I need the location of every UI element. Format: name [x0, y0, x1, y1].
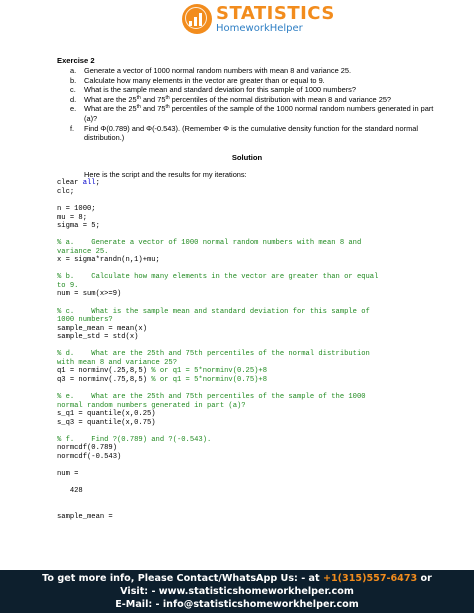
code-text: q1 = norminv(.25,8,5)	[57, 367, 152, 376]
code-line	[57, 316, 437, 325]
solution-heading: Solution	[231, 152, 263, 162]
code-line	[57, 333, 437, 342]
code-text: s_q1 = quantile(x,0.25)	[57, 410, 156, 419]
exercise-item	[57, 104, 437, 123]
exercise-item-marker: d.	[70, 94, 77, 104]
code-line	[57, 231, 437, 240]
code-line	[57, 222, 437, 231]
code-keyword: all	[82, 179, 96, 188]
footer-email-label: E-Mail: -	[115, 599, 163, 610]
code-text: sample_mean = mean(x)	[57, 324, 147, 333]
code-line	[57, 273, 437, 282]
code-text: n = 1000;	[57, 204, 96, 213]
document-body	[57, 56, 437, 521]
footer-website-link[interactable]: www.statisticshomeworkhelper.com	[158, 586, 354, 597]
exercise-item-text: What are the 25	[84, 104, 137, 114]
code-text: s_q3 = quantile(x,0.75)	[57, 418, 156, 427]
logo-subtitle: HomeworkHelper	[216, 22, 303, 34]
exercise-item-text: What are the 25	[84, 94, 137, 104]
code-text: num =	[57, 469, 79, 478]
code-line	[57, 478, 437, 487]
code-text: 428	[57, 487, 83, 496]
code-line	[57, 196, 437, 205]
code-text: clc;	[57, 187, 75, 196]
exercise-item-text: and 75	[140, 94, 166, 104]
code-line	[57, 513, 437, 522]
code-line	[57, 188, 437, 197]
code-text: normcdf(0.789)	[57, 444, 117, 453]
code-comment: % e. What are the 25th and 75th percentiles of the sample of the 1000	[57, 393, 366, 402]
code-line	[57, 299, 437, 308]
code-line	[57, 256, 437, 265]
footer-contact-line	[0, 572, 474, 585]
footer-contact-sep: - at	[301, 573, 323, 584]
code-comment: % b. Calculate how many elements in the vector are greater than or equal	[57, 273, 379, 282]
exercise-item-text: Calculate how many elements in the vector are greater than or equal to 9.	[84, 75, 325, 85]
code-line	[57, 325, 437, 334]
logo-wordmark	[216, 2, 335, 34]
code-text: mu = 8;	[57, 213, 87, 222]
exercise-item-text: Generate a vector of 1000 normal random numbers with mean 8 and variance 25.	[84, 66, 352, 75]
code-line	[57, 359, 437, 368]
matlab-code-block	[57, 179, 437, 521]
code-comment: variance 25.	[57, 247, 109, 256]
logo-title: STATISTICS	[216, 2, 335, 24]
solution-intro: Here is the script and the results for my iterations:	[84, 169, 247, 179]
code-comment: % or q1 = 5*norminv(0.25)+8	[151, 367, 267, 376]
exercise-item	[57, 76, 437, 86]
code-line	[57, 205, 437, 214]
code-line	[57, 487, 437, 496]
code-comment: % a. Generate a vector of 1000 normal random numbers with mean 8 and	[57, 239, 362, 248]
code-text: q3 = norminv(.75,8,5)	[57, 375, 152, 384]
code-line	[57, 214, 437, 223]
exercise-item-marker: f.	[70, 123, 75, 133]
code-line	[57, 419, 437, 428]
code-text: normcdf(-0.543)	[57, 452, 122, 461]
code-line	[57, 376, 437, 385]
code-text: sample_std = std(x)	[57, 333, 139, 342]
exercise-list	[57, 66, 437, 143]
code-line	[57, 342, 437, 351]
footer-phone[interactable]: +1(315)557-6473	[322, 573, 418, 584]
code-comment: normal random numbers generated in part (a)?	[57, 401, 246, 410]
code-comment: % f. Find ?(0.789) and ?(-0.543).	[57, 435, 212, 444]
footer-email-link[interactable]: info@statisticshomeworkhelper.com	[162, 599, 359, 610]
code-comment: to 9.	[57, 281, 79, 290]
code-line	[57, 350, 437, 359]
exercise-item	[57, 95, 437, 105]
code-line	[57, 384, 437, 393]
code-line	[57, 265, 437, 274]
code-line	[57, 427, 437, 436]
code-line	[57, 282, 437, 291]
exercise-item-text: What is the sample mean and standard deviation for this sample of 1000 numbers?	[84, 85, 356, 95]
code-text: num = sum(x>=9)	[57, 290, 122, 299]
exercise-item-text: percentiles of the normal distribution with mean 8 and variance 25?	[169, 94, 392, 104]
exercise-item	[57, 124, 437, 143]
code-text: sigma = 5;	[57, 222, 100, 231]
exercise-item-marker: e.	[70, 104, 77, 114]
logo[interactable]	[182, 2, 335, 36]
code-line	[57, 402, 437, 411]
ordinal-suffix: th	[165, 94, 170, 101]
footer-visit-line	[0, 585, 474, 598]
footer-contact-text: To get more info, Please Contact/WhatsApp Us:	[42, 573, 302, 584]
ordinal-suffix: th	[136, 104, 141, 111]
code-line	[57, 504, 437, 513]
code-line	[57, 290, 437, 299]
code-line	[57, 239, 437, 248]
contact-footer	[0, 570, 474, 613]
exercise-title: Exercise 2	[57, 56, 95, 65]
logo-chart-icon	[182, 4, 212, 34]
exercise-item-text: and 75	[140, 104, 166, 114]
footer-visit-label: Visit: -	[120, 586, 159, 597]
code-line	[57, 248, 437, 257]
exercise-item-marker: b.	[70, 75, 77, 85]
code-comment: with mean 8 and variance 25?	[57, 358, 177, 367]
code-text: sample_mean =	[57, 512, 113, 521]
exercise-item-text: Find Φ(0.789) and Φ(-0.543). (Remember Φ is the cumulative density function for the standard normal distribution.)	[84, 123, 418, 143]
exercise-item	[57, 85, 437, 95]
exercise-item-marker: a.	[70, 66, 77, 75]
code-line	[57, 367, 437, 376]
ordinal-suffix: th	[165, 104, 170, 111]
code-text: clear	[57, 179, 83, 188]
code-comment: 1000 numbers?	[57, 316, 113, 325]
code-comment: % or q1 = 5*norminv(0.75)+8	[151, 375, 267, 384]
code-line	[57, 470, 437, 479]
code-line	[57, 461, 437, 470]
code-line	[57, 308, 437, 317]
code-line	[57, 393, 437, 402]
code-text: ;	[95, 179, 100, 188]
code-text: x = sigma*randn(n,1)+mu;	[57, 256, 160, 265]
exercise-item-text: percentiles of the sample of the 1000 normal random numbers generated in part (a)?	[84, 104, 434, 123]
code-line	[57, 436, 437, 445]
code-line	[57, 453, 437, 462]
code-line	[57, 179, 437, 188]
code-comment: % c. What is the sample mean and standard deviation for this sample of	[57, 307, 370, 316]
exercise-item-marker: c.	[70, 85, 76, 95]
exercise-item	[57, 66, 437, 76]
footer-or: or	[417, 573, 432, 584]
footer-email-line	[0, 598, 474, 611]
code-line	[57, 444, 437, 453]
code-line	[57, 410, 437, 419]
code-line	[57, 496, 437, 505]
ordinal-suffix: th	[136, 94, 141, 101]
code-comment: % d. What are the 25th and 75th percentiles of the normal distribution	[57, 350, 370, 359]
